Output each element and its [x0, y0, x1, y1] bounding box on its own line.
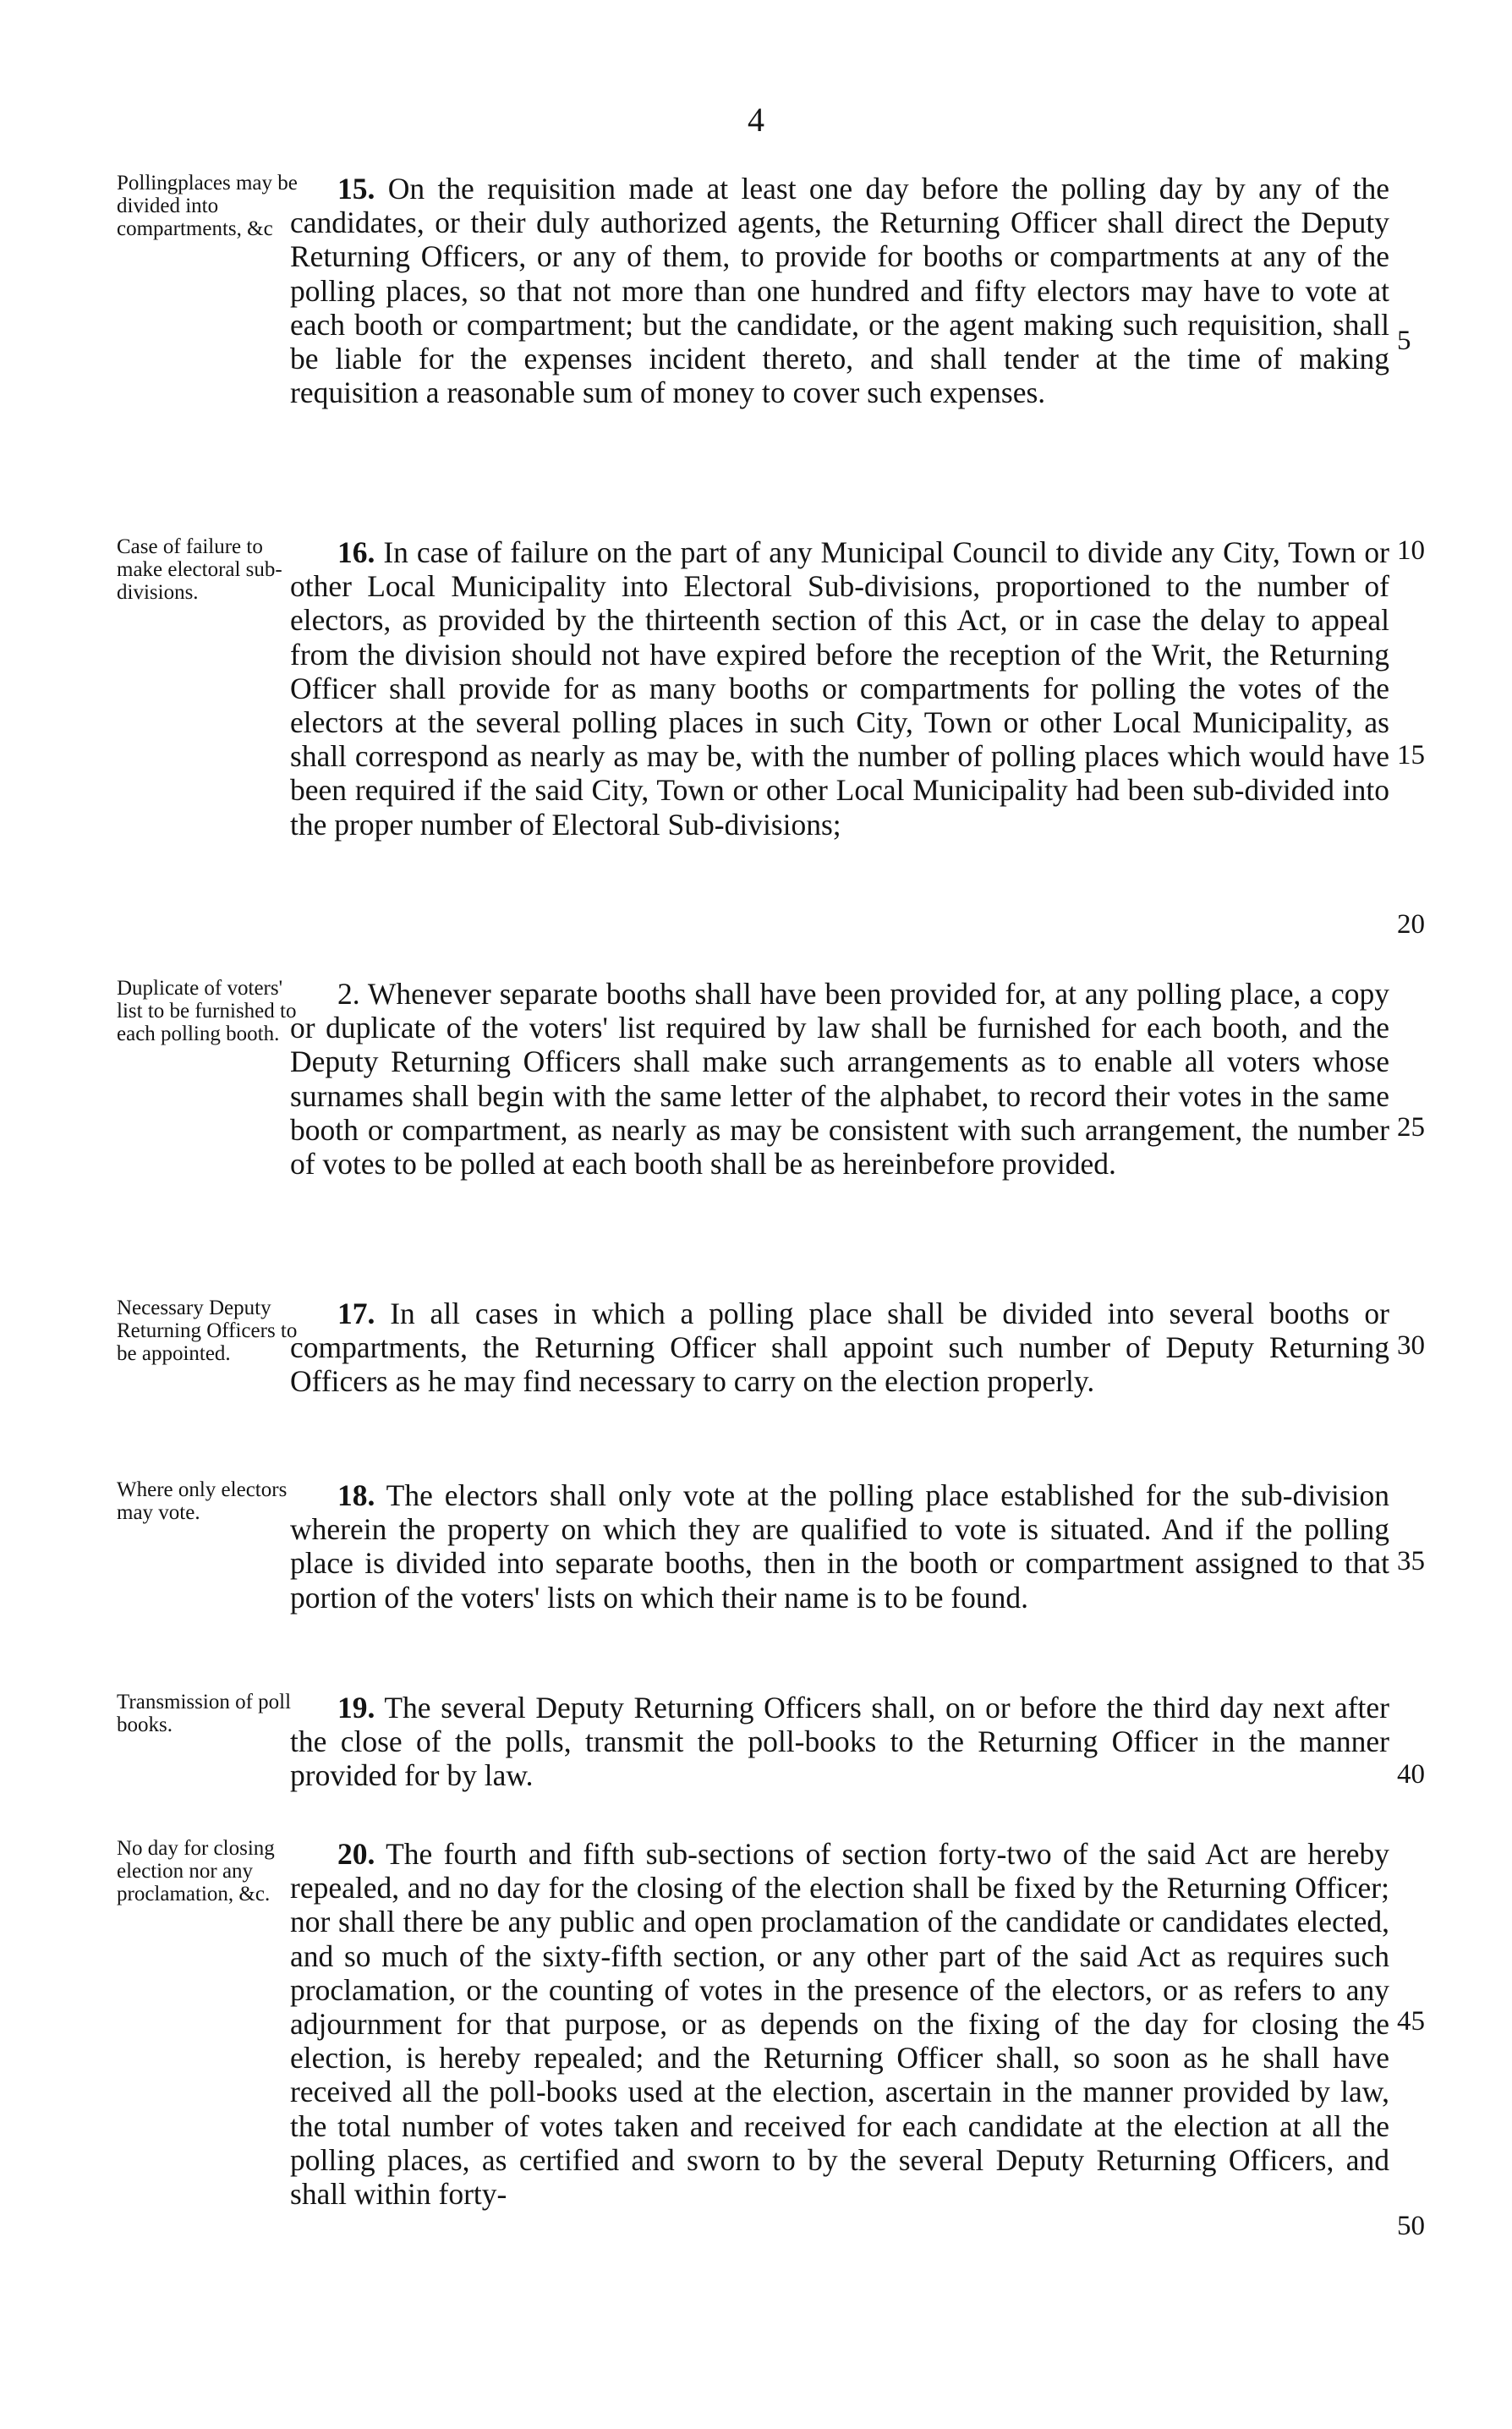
margin-note: Necessary Deputy Returning Officers to be appointed.	[117, 1297, 298, 1365]
line-number: 35	[1397, 1546, 1425, 1576]
margin-note: Pollingplaces may be divided into compartments, &c	[117, 172, 298, 240]
line-number: 30	[1397, 1330, 1425, 1361]
section-number: 18.	[337, 1478, 375, 1512]
section-number: 16.	[337, 535, 375, 569]
line-number: 50	[1397, 2211, 1425, 2241]
section-number: 17.	[337, 1297, 375, 1330]
section-body: The fourth and fifth sub-sections of section forty-two of the said Act are hereby repealed, and no day for the closing of the election shall be fixed by the Returning Officer; nor shall there be any public and open proclamation of the candidate or candidates elected, and so much of the sixty-fifth section, or any other part of the said Act as requires such proclamation, or the counting of votes in the presence of the electors, or as refers to any adjournment for that purpose, or as depends on the fixing of the day for closing the election, is hereby repealed; and the Returning Officer shall, so soon as he shall have received all the poll-books used at the election, ascertain in the manner provided by law, the total number of votes taken and received for each candidate at the election at all the polling places, as certified and sworn to by the several Deputy Returning Officers, and shall within forty-	[290, 1837, 1389, 2212]
margin-note: Transmission of poll books.	[117, 1691, 292, 1736]
margin-note: Duplicate of voters' list to be furnished to each polling booth.	[117, 977, 297, 1045]
line-number: 45	[1397, 2006, 1425, 2037]
section-number: 2.	[337, 977, 360, 1011]
section-text	[290, 977, 1389, 1181]
section-body: On the requisition made at least one day before the polling day by any of the candidates, or their duly authorized agents, the Returning Officer shall direct the Deputy Returning Officers, or any of them, to provide for booths or compartments at any of the polling places, so that not more than one hundred and fifty electors may have to vote at each booth or compartment; but the candidate, or the agent making such requisition, shall be liable for the expenses incident thereto, and shall tender at the time of making requisition a reasonable sum of money to cover such expenses.	[290, 172, 1389, 410]
section-number: 19.	[337, 1691, 375, 1724]
section-text	[290, 1478, 1389, 1615]
section-body: Whenever separate booths shall have been provided for, at any polling place, a copy or duplicate of the voters' list required by law shall be furnished for each booth, and the Deputy Returning Officers shall make such arrangements as to enable all voters whose surnames shall begin with the same letter of the alphabet, to record their votes in the same booth or compartment, as nearly as may be consistent with such arrangement, the number of votes to be polled at each booth shall be as hereinbefore provided.	[290, 977, 1389, 1182]
section-text	[290, 172, 1389, 409]
section-text	[290, 535, 1389, 842]
line-number: 10	[1397, 535, 1425, 566]
margin-note: No day for closing election nor any proclamation, &c.	[117, 1837, 275, 1905]
section-number: 20.	[337, 1837, 375, 1871]
section-text	[290, 1691, 1389, 1793]
section-body: In case of failure on the part of any Municipal Council to divide any City, Town or other Local Municipality into Electoral Sub-divisions, proportioned to the number of electors, as provided by the thirteenth section of this Act, or in case the delay to appeal from the division should not have expired before the reception of the Writ, the Returning Officer shall provide for as many booths or compartments for polling the votes of the electors at the several polling places in such City, Town or other Local Municipality, as shall correspond as nearly as may be, with the number of polling places which would have been required if the said City, Town or other Local Municipality had been sub-divided into the proper number of Electoral Sub-divisions;	[290, 535, 1389, 842]
line-number: 20	[1397, 909, 1425, 940]
section-body: In all cases in which a polling place shall be divided into several booths or compartments, the Returning Officer shall appoint such number of Deputy Returning Officers as he may find necessary to carry on the election properly.	[290, 1297, 1390, 1399]
section-body: The electors shall only vote at the polling place established for the sub-division wherein the property on which they are qualified to vote is situated. And if the polling place is divided into separate booths, then in the booth or compartment assigned to that portion of the voters' lists on which their name is to be found.	[290, 1478, 1389, 1615]
page-number: 4	[748, 101, 764, 139]
line-number: 15	[1397, 740, 1425, 770]
margin-note: Case of failure to make electoral sub-divisions.	[117, 535, 282, 604]
section-text	[290, 1297, 1389, 1399]
section-text	[290, 1837, 1389, 2211]
section-number: 15.	[337, 172, 375, 206]
margin-note: Where only electors may vote.	[117, 1478, 288, 1524]
section-body: The several Deputy Returning Officers shall, on or before the third day next after the close of the polls, transmit the poll-books to the Returning Officer in the manner provided for by law.	[290, 1691, 1389, 1793]
line-number: 25	[1397, 1112, 1425, 1143]
line-number: 5	[1397, 326, 1411, 356]
line-number: 40	[1397, 1759, 1425, 1790]
